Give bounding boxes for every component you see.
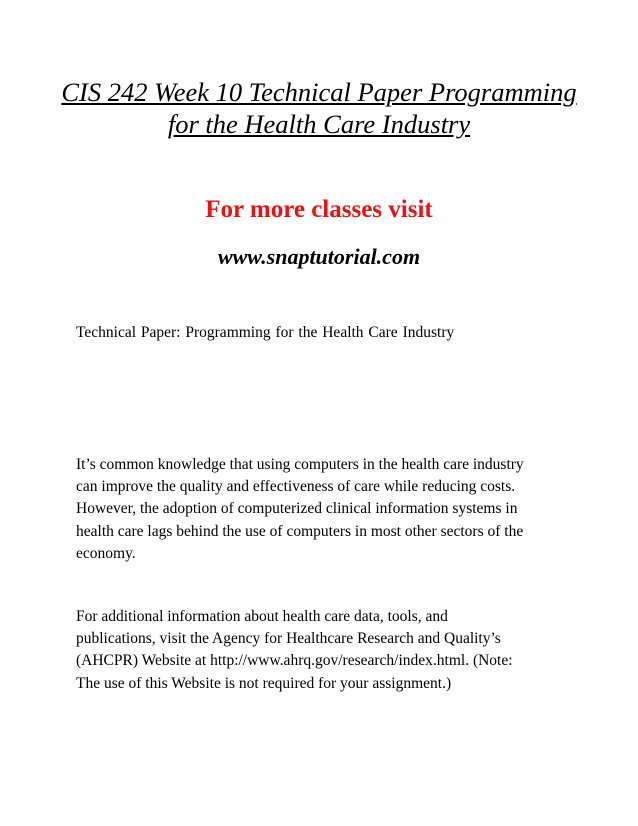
intro-paragraph [76, 454, 566, 565]
additional-info-line: publications, visit the Agency for Healthcare Research and Quality’s [76, 630, 501, 648]
intro-paragraph-line: health care lags behind the use of computers in most other sectors of the [76, 522, 524, 540]
document-title-line-2: for the Health Care Industry [167, 109, 471, 139]
additional-info-line: For additional information about health care data, tools, and [76, 608, 448, 625]
intro-paragraph-line: It’s common knowledge that using computers in the health care industry [76, 456, 524, 473]
additional-info-line: (AHCPR) Website at http://www.ahrq.gov/research/index.html. (Note: [76, 652, 513, 670]
paper-subtitle: Technical Paper: Programming for the Health Care Industry [76, 324, 455, 341]
intro-paragraph-line: However, the adoption of computerized clinical information systems in [76, 500, 518, 518]
document-title-line-1: CIS 242 Week 10 Technical Paper Programming [61, 77, 577, 107]
promo-url: www.snaptutorial.com [217, 244, 421, 269]
promo-text: For more classes visit [205, 196, 433, 223]
intro-paragraph-line: economy. [76, 544, 136, 562]
intro-paragraph-line: can improve the quality and effectiveness of care while reducing costs. [76, 478, 516, 496]
additional-info-line: The use of this Website is not required for your assignment.) [76, 674, 452, 692]
additional-info-paragraph [76, 606, 566, 695]
